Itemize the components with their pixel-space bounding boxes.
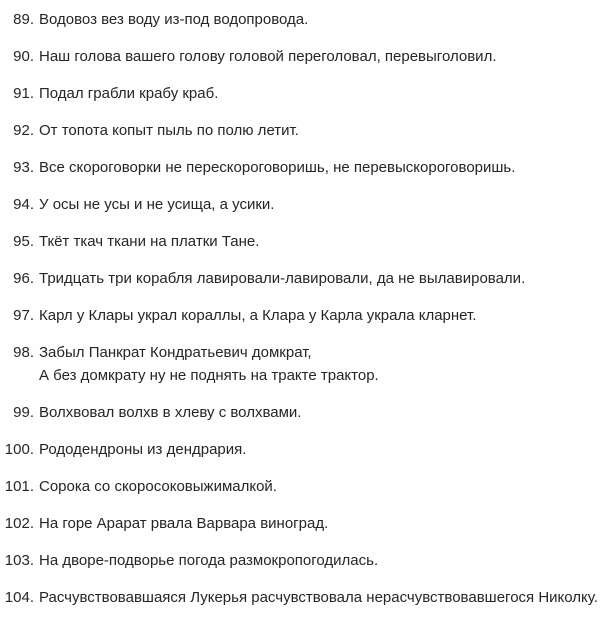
list-item: [2, 586, 603, 609]
item-number: 103.: [4, 552, 34, 569]
list-item: [2, 45, 603, 68]
item-number: 95.: [13, 233, 34, 250]
list-item: [2, 193, 603, 216]
item-number: 100.: [4, 441, 34, 458]
item-number: 90.: [13, 48, 34, 65]
item-text: [34, 230, 603, 253]
item-text-line: Рододендроны из дендрария.: [39, 441, 247, 458]
item-number: 91.: [13, 85, 34, 102]
item-text-line: Тридцать три корабля лавировали-лавировали, да не вылавировали.: [39, 270, 526, 287]
item-number: 97.: [13, 307, 34, 324]
item-number: 101.: [4, 478, 34, 495]
item-text: [34, 156, 603, 179]
item-text: [34, 586, 603, 609]
item-number: 93.: [13, 159, 34, 176]
item-text-line: Забыл Панкрат Кондратьевич домкрат,: [39, 344, 312, 361]
item-text: [34, 341, 603, 387]
item-number: 94.: [13, 196, 34, 213]
list-item: [2, 341, 603, 387]
item-number: 92.: [13, 122, 34, 139]
item-text-line: Ткёт ткач ткани на платки Тане.: [39, 233, 260, 250]
item-text: [34, 82, 603, 105]
list-item: [2, 475, 603, 498]
item-text-line: Волхвовал волхв в хлеву с волхвами.: [39, 404, 302, 421]
item-number: 102.: [4, 515, 34, 532]
list-item: [2, 119, 603, 142]
item-text-line: А без домкрату ну не поднять на тракте трактор.: [39, 367, 379, 384]
list-item: [2, 401, 603, 424]
item-text-line: На горе Арарат рвала Варвара виноград.: [39, 515, 329, 532]
list-item: [2, 304, 603, 327]
item-text: [34, 475, 603, 498]
list-item: [2, 549, 603, 572]
list-item: [2, 438, 603, 461]
item-text: [34, 119, 603, 142]
item-number: 89.: [13, 11, 34, 28]
item-number: 98.: [13, 344, 34, 361]
numbered-list: [2, 8, 603, 609]
item-number: 99.: [13, 404, 34, 421]
item-text-line: У осы не усы и не усища, а усики.: [39, 196, 275, 213]
item-text-line: На дворе-подворье погода размокропогодилась.: [39, 552, 379, 569]
item-number: 96.: [13, 270, 34, 287]
item-text-line: Наш голова вашего голову головой переголовал, перевыголовил.: [39, 48, 497, 65]
list-item: [2, 82, 603, 105]
item-text: [34, 512, 603, 535]
list-item: [2, 512, 603, 535]
item-text: [34, 549, 603, 572]
list-item: [2, 267, 603, 290]
item-text: [34, 304, 603, 327]
item-text: [34, 438, 603, 461]
item-text: [34, 267, 603, 290]
item-text-line: Все скороговорки не перескороговоришь, не перевыскороговоришь.: [39, 159, 516, 176]
item-text: [34, 8, 603, 31]
item-text: [34, 193, 603, 216]
item-text-line: От топота копыт пыль по полю летит.: [39, 122, 299, 139]
item-number: 104.: [4, 589, 34, 606]
item-text: [34, 45, 603, 68]
item-text-line: Подал грабли крабу краб.: [39, 85, 219, 102]
item-text-line: Расчувствовавшаяся Лукерья расчувствовала нерасчувствовавшегося Николку.: [39, 589, 598, 606]
item-text: [34, 401, 603, 424]
item-text-line: Карл у Клары украл кораллы, а Клара у Карла украла кларнет.: [39, 307, 477, 324]
item-text-line: Сорока со скоросоковыжималкой.: [39, 478, 277, 495]
list-item: [2, 156, 603, 179]
item-text-line: Водовоз вез воду из-под водопровода.: [39, 11, 309, 28]
list-item: [2, 230, 603, 253]
list-item: [2, 8, 603, 31]
